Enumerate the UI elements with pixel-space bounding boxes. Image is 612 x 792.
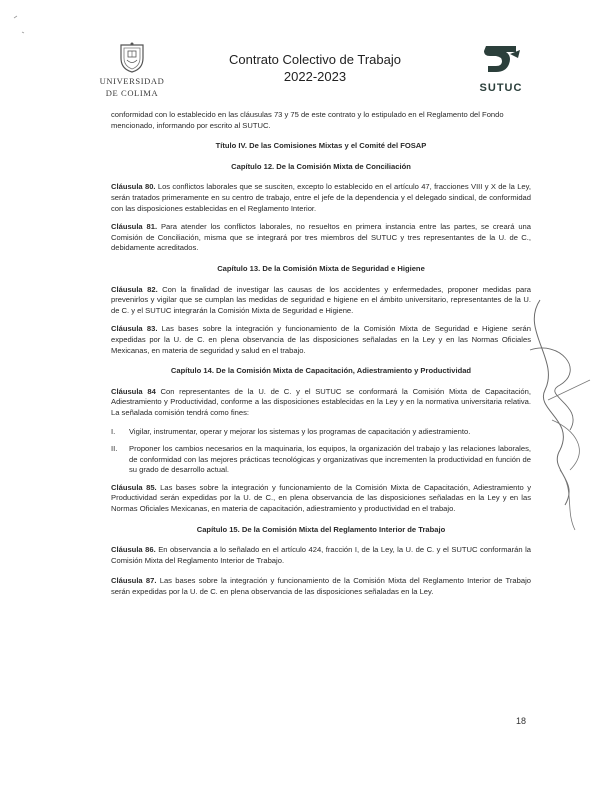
clausula-82 [111, 285, 531, 317]
university-name-line2: DE COLIMA [105, 88, 159, 98]
clausula-83-text: Las bases sobre la integración y funcionamiento de la Comisión Mixta de Seguridad e Higiene serán expedidas por la U. de C. en plena observancia de las disposiciones señaladas en la Ley y en las Normas Oficiales Mexicanas, en materia de seguridad y salud en el trabajo. [111, 324, 531, 355]
capitulo-15-heading: Capítulo 15. De la Comisión Mixta del Reglamento Interior de Trabajo [196, 524, 446, 534]
page-header [0, 0, 612, 112]
list-item-number: I. [111, 427, 116, 437]
capitulo-13-heading: Capítulo 13. De la Comisión Mixta de Seguridad e Higiene [217, 263, 425, 273]
clausula-87 [111, 576, 531, 597]
clausula-84-label: Cláusula 84 [111, 386, 156, 396]
list-item [111, 444, 531, 476]
union-name: SUTUC [479, 82, 523, 94]
list-item [111, 427, 531, 438]
document-title-line1: Contrato Colectivo de Trabajo [229, 52, 401, 67]
clausula-84 [111, 387, 531, 419]
clausula-83-label: Cláusula 83. [111, 324, 158, 334]
clausula-86-label: Cláusula 86. [111, 545, 156, 555]
clausula-80 [111, 182, 531, 214]
list-item-number: II. [111, 444, 118, 454]
clausula-82-label: Cláusula 82. [111, 284, 158, 294]
clausula-81-text: Para atender los conflictos laborales, no resueltos en primera instancia entre las partes, se creará una Comisión de Conciliación, misma que se integrará por tres miembros del SUTUC y tres representantes de la U. de C., debidamente acreditados. [111, 222, 532, 253]
university-name-line1: UNIVERSIDAD [99, 76, 165, 86]
clausula-85 [111, 483, 531, 515]
clausula-81-label: Cláusula 81. [111, 222, 158, 232]
document-body [111, 110, 531, 598]
clausula-86-text: En observancia a lo señalado en el artículo 424, fracción I, de la Ley, la U. de C. y el SUTUC conformarán la Comisión Mixta del Reglamento Interior de Trabajo. [111, 545, 531, 565]
list-item-text: Vigilar, instrumentar, operar y mejorar los sistemas y los programas de capacitación y adiestramiento. [129, 427, 471, 437]
page-number: 18 [516, 716, 527, 726]
university-logo [96, 42, 168, 98]
clausula-85-text: Las bases sobre la integración y funcionamiento de la Comisión Mixta de Capacitación, Adiestramiento y Productividad serán expedidas por la U. de C., en plena observancia de las disposiciones señaladas en la Ley y en las Normas Oficiales Mexicanas, en materia de capacitación, adiestramiento y productividad en el trabajo. [111, 482, 531, 514]
clausula-87-text: Las bases sobre la integración y funcionamiento de la Comisión Mixta del Reglamento Interior de Trabajo serán expedidas por la U. de C. en plena observancia de las disposiciones señaladas en la Ley. [111, 576, 531, 596]
clausula-80-text: Los conflictos laborales que se susciten, excepto lo establecido en el artículo 47, fracciones VIII y X de la Ley, serán tratados primeramente en su centro de trabajo, entre el jefe de la dependencia y el delegado sindical, de conformidad con las disposiciones establecidas en el Reglamento Interior. [111, 182, 531, 213]
sutuc-emblem-icon [476, 44, 526, 76]
document-title-line2: 2022-2023 [283, 69, 347, 84]
capitulo-14-heading: Capítulo 14. De la Comisión Mixta de Capacitación, Adiestramiento y Productividad [170, 366, 472, 376]
clausula-85-label: Cláusula 85. [111, 482, 157, 492]
titulo-iv-heading: Título IV. De las Comisiones Mixtas y el Comité del FOSAP [215, 141, 427, 151]
university-seal-icon [117, 42, 147, 74]
clausula-87-label: Cláusula 87. [111, 576, 157, 586]
continuation-paragraph: conformidad con lo establecido en las cláusulas 73 y 75 de este contrato y lo estipulado en el Reglamento del Fondo mencionado, informando por escrito al SUTUC. [111, 110, 504, 130]
capitulo-12-heading: Capítulo 12. De la Comisión Mixta de Conciliación [231, 161, 411, 171]
clausula-84-text: Con representantes de la U. de C. y el SUTUC se conformará la Comisión Mixta de Capacitación, Adiestramiento y Productividad, conforme a las disposiciones establecidas en la Ley y en la normativa universitaria relativa. La señalada comisión tendrá como fines: [111, 386, 531, 417]
list-item-text: Proponer los cambios necesarios en la maquinaria, los equipos, la organización del trabajo y las relaciones laborales, de conformidad con las mejores prácticas tecnológicas y organizativas que incrementen la productividad en función de su grado de desarrollo actual. [129, 444, 531, 475]
document-title [190, 51, 440, 85]
clausula-82-text: Con la finalidad de investigar las causas de los accidentes y enfermedades, proponer medidas para prevenirlos y vigilar que se cumplan las medidas de seguridad e higiene en el ámbito universitario, representantes de la U. de C. y el SUTUC integrarán la Comisión Mixta de Seguridad e Higiene. [111, 284, 531, 315]
clausula-80-label: Cláusula 80. [111, 182, 156, 192]
union-logo [464, 44, 538, 94]
clausula-83 [111, 324, 531, 356]
clausula-81 [111, 222, 531, 254]
clausula-86 [111, 545, 531, 566]
